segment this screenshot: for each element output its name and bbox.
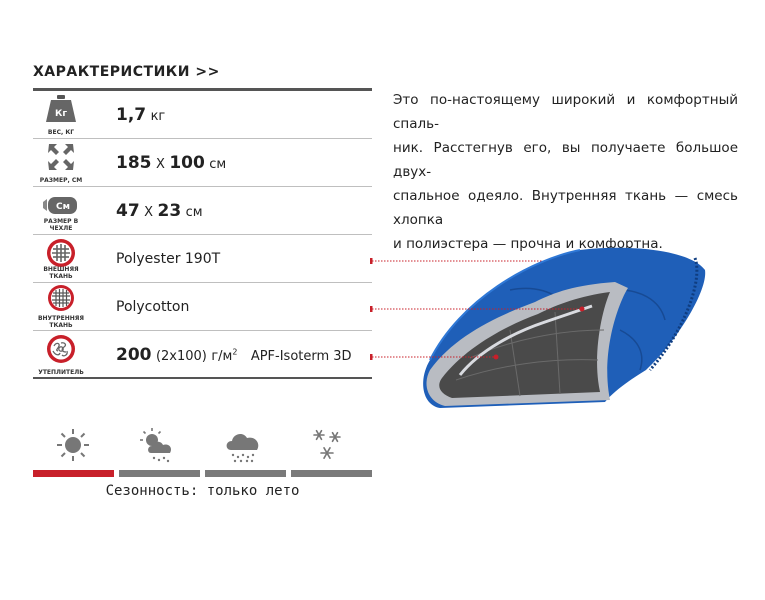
weight-caption: ВЕС, КГ [47, 129, 75, 136]
season-bar-rain [205, 470, 286, 477]
spec-row-size [33, 139, 372, 187]
snowflakes-icon [309, 425, 353, 465]
sun-cloud-rain-icon [137, 425, 181, 465]
outer-value: Polyester 190T [116, 251, 221, 267]
spec-row-packed [33, 187, 372, 235]
spec-row-weight [33, 91, 372, 139]
sun-icon [53, 425, 93, 465]
season-winter [309, 425, 349, 465]
fill-spec-icon-box [33, 331, 89, 379]
season-label: Сезонность: только лето [105, 483, 300, 499]
svg-text:См: См [56, 202, 70, 212]
outer-spec-icon-box [33, 235, 89, 283]
season-bar-spring-autumn [119, 470, 200, 477]
weight-value: 1,7 кг [116, 105, 166, 125]
season-spring-autumn [137, 425, 177, 465]
packed-value: 47 X 23 см [116, 201, 203, 221]
stuff-sack-icon [41, 190, 81, 220]
size-value: 185 X 100 см [116, 153, 227, 173]
season-summer [53, 425, 93, 465]
season-rain [221, 425, 261, 465]
section-title: ХАРАКТЕРИСТИКИ >> [33, 64, 220, 80]
packed-caption: РАЗМЕР В ЧЕХЛЕ [43, 218, 79, 232]
packed-spec-icon-box [33, 187, 89, 235]
season-bar-winter [291, 470, 372, 477]
spec-row-inner-fabric [33, 283, 372, 331]
fill-value: 200 (2x100) $г/м^2$ APF-Isoterm 3D [116, 345, 352, 365]
fabric-inner-icon [43, 284, 79, 314]
spec-row-insulation [33, 331, 372, 379]
weight-icon [43, 94, 79, 124]
season-bar-summer [33, 470, 114, 477]
cloud-rain-icon [221, 425, 265, 465]
svg-text:Кг: Кг [54, 109, 68, 119]
weight-spec-icon-box [33, 91, 89, 139]
insulation-icon [43, 334, 79, 366]
outer-caption: ВНЕШНЯЯ ТКАНЬ [43, 266, 79, 280]
inner-caption: ВНУТРЕННЯЯ ТКАНЬ [37, 315, 85, 329]
fill-caption: УТЕПЛИТЕЛЬ [38, 369, 84, 376]
season-icons [33, 425, 373, 465]
inner-value: Polycotton [116, 299, 190, 315]
expand-arrows-icon [43, 142, 79, 172]
sleeping-bag-illustration [360, 230, 710, 430]
spec-row-outer-fabric [33, 235, 372, 283]
inner-spec-icon-box [33, 283, 89, 331]
size-caption: РАЗМЕР, СМ [39, 177, 83, 184]
size-spec-icon-box [33, 139, 89, 187]
product-description: Это по-настоящему широкий и комфортный спаль- ник. Расстегнув его, вы получаете большое двух- спальное одеяло. Внутренняя ткань — смесь хлопка и полиэстера — прочна и комфортна. [393, 92, 738, 252]
